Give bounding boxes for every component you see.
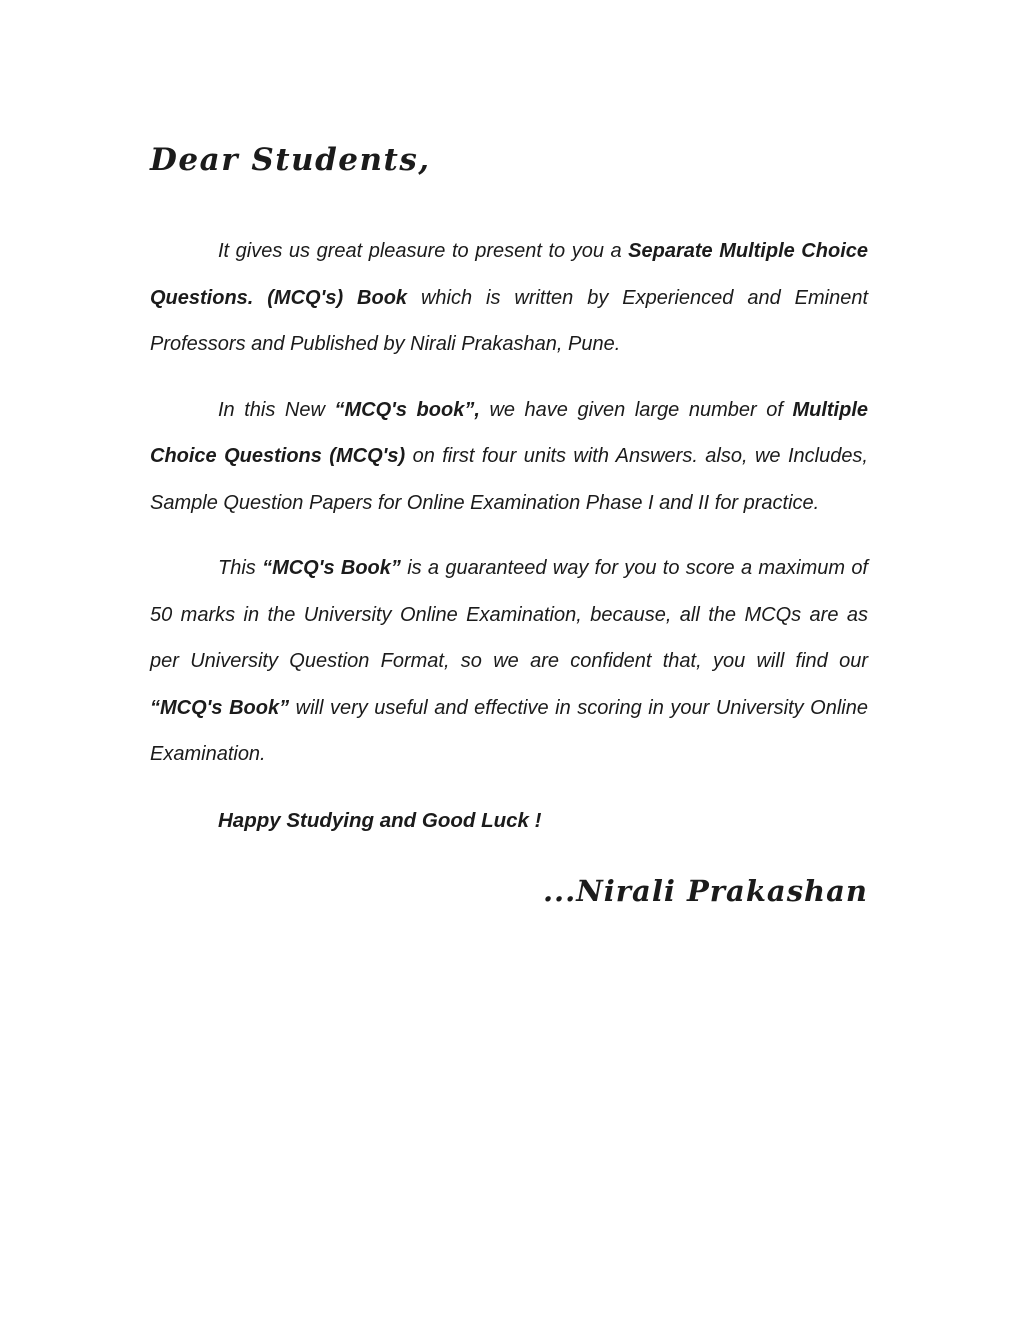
salutation-heading: Dear Students, — [150, 142, 431, 178]
closing-line: Happy Studying and Good Luck ! — [218, 808, 542, 832]
body-paragraph-3: This “MCQ's Book” is a guaranteed way for you to score a maximum of 50 marks in the University Online Examination, because, all the MCQs are as per University Question Format, so we are confident that, you will find our “MCQ's Book” will very useful and effective in scoring in your University Online Examination. — [150, 557, 868, 765]
body-paragraph-2: In this New “MCQ's book”, we have given large number of Multiple Choice Questions (MCQ's) on first four units with Answers. also, we Includes, Sample Question Papers for Online Examination Phase I and II for practice. — [150, 398, 868, 514]
publisher-signature: ...Nirali Prakashan — [542, 874, 868, 908]
body-paragraph-1: It gives us great pleasure to present to you a Separate Multiple Choice Questions. (MCQ's) Book which is written by Experienced and Eminent Professors and Published by Nirali Prakashan, Pune. — [150, 240, 868, 355]
